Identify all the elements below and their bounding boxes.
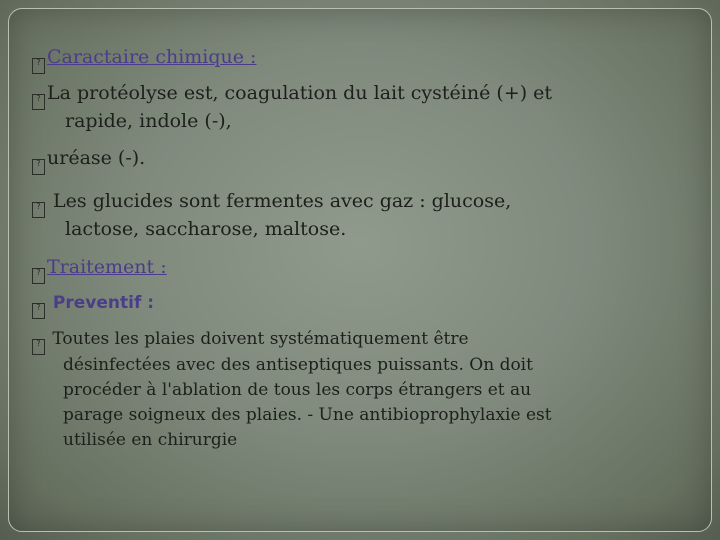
bullet-icon: ? [32, 268, 45, 284]
list-item-text: Les glucides sont fermentes avec gaz : glucose, [47, 190, 512, 212]
bullet-icon: ? [32, 58, 45, 74]
list-item-text: Toutes les plaies doivent systématiquement être [47, 329, 469, 349]
subheading-preventif: Preventif : [47, 293, 155, 313]
heading-caractaire-chimique[interactable]: Caractaire chimique : [47, 46, 257, 68]
heading-traitement[interactable]: Traitement : [47, 256, 167, 278]
list-item-continuation: utilisée en chirurgie [63, 430, 238, 450]
list-item [32, 44, 672, 72]
list-item-continuation: parage soigneux des plaies. - Une antibioprophylaxie est [63, 405, 552, 425]
list-item [32, 188, 672, 243]
list-item-text: uréase (-). [47, 147, 146, 169]
list-item-continuation: rapide, indole (-), [65, 110, 232, 132]
list-item-continuation: désinfectées avec des antiseptiques puissants. On doit [63, 355, 533, 375]
bullet-icon: ? [32, 303, 45, 319]
bullet-icon: ? [32, 94, 45, 110]
list-item-continuation: lactose, saccharose, maltose. [65, 218, 347, 240]
list-item [32, 80, 672, 135]
bullet-icon: ? [32, 202, 45, 218]
list-item-continuation: procéder à l'ablation de tous les corps étrangers et au [63, 380, 532, 400]
list-item [32, 145, 672, 173]
list-item [32, 254, 672, 282]
bullet-icon: ? [32, 339, 45, 355]
bullet-icon: ? [32, 159, 45, 175]
list-item [32, 327, 672, 453]
list-item [32, 289, 672, 317]
list-item-text: La protéolyse est, coagulation du lait cystéiné (+) et [47, 82, 553, 104]
